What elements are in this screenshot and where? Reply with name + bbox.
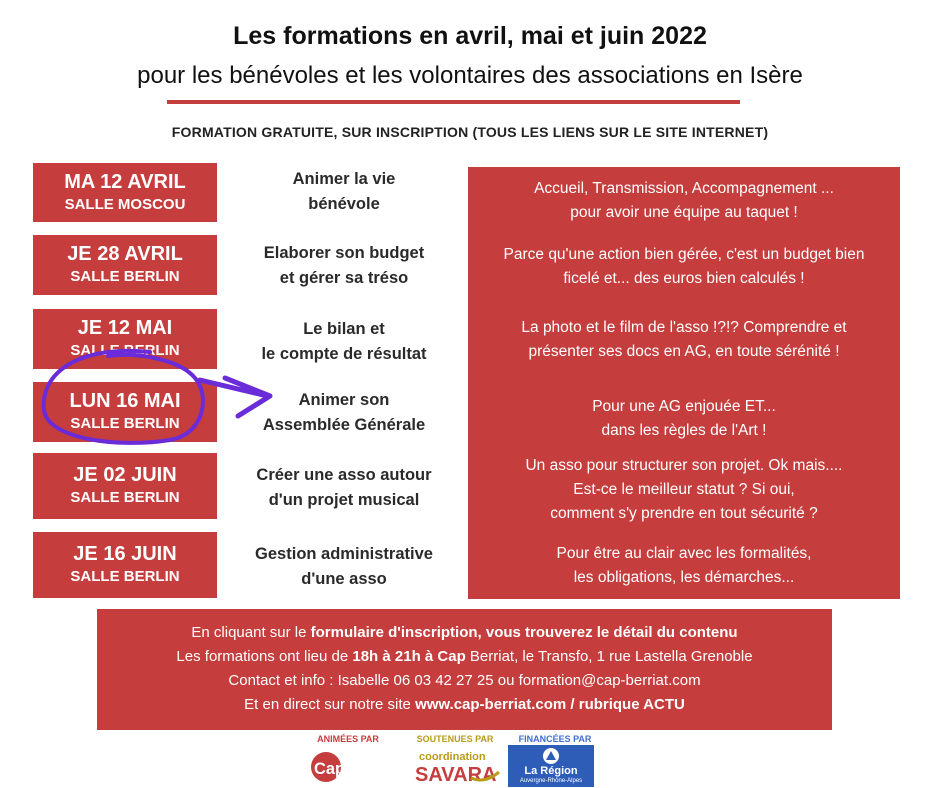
session-topic: Animer la vie bénévole (292, 170, 396, 213)
session-room: SALLE MOSCOU (64, 195, 186, 213)
session-description: Un asso pour structurer son projet. Ok mais.... Est-ce le meilleur statut ? Si oui, comment s'y prendre en tout sécurité ? (525, 457, 843, 522)
session-description: Pour être au clair avec les formalités, les obligations, les démarches... (556, 545, 812, 586)
title-divider (167, 100, 740, 104)
region-logo-main: La Région (524, 765, 578, 777)
svg-text:coordination: coordination (419, 751, 486, 763)
info-line-website: Et en direct sur notre site www.cap-berriat.com / rubrique ACTU (244, 696, 685, 713)
session-topic: Elaborer son budget et gérer sa tréso (263, 244, 425, 287)
session-date: JE 28 AVRIL (67, 243, 183, 265)
session-room: SALLE BERLIN (70, 342, 180, 359)
website-link[interactable]: www.cap-berriat.com / rubrique ACTU (415, 696, 685, 713)
info-line-registration: En cliquant sur le formulaire d'inscription, vous trouverez le détail du contenu (191, 624, 738, 641)
session-topic: Gestion administrative d'une asso (255, 545, 433, 588)
page-title: Les formations en avril, mai et juin 2022 (233, 22, 707, 50)
region-logo (508, 745, 594, 787)
session-date: JE 16 JUIN (73, 543, 177, 565)
session-date: JE 02 JUIN (73, 464, 177, 486)
session-room: SALLE BERLIN (70, 489, 180, 506)
session-date: LUN 16 MAI (69, 390, 181, 412)
registration-form-link[interactable]: formulaire d'inscription, vous trouverez le détail du contenu (310, 624, 738, 641)
description-panel (468, 167, 900, 599)
session-description: Pour une AG enjouée ET... dans les règles de l'Art ! (592, 398, 776, 439)
session-topic: Le bilan et le compte de résultat (261, 320, 427, 363)
session-description: Accueil, Transmission, Accompagnement ... pour avoir une équipe au taquet ! (534, 180, 834, 221)
cap-berriat-logo (310, 748, 402, 786)
session-date-box (33, 309, 217, 369)
page-subtitle: pour les bénévoles et les volontaires des associations en Isère (137, 62, 803, 89)
session-topic: Créer une asso autour d'un projet musical (256, 466, 432, 509)
savara-logo (413, 748, 503, 786)
label-animated-by: ANIMÉES PAR (317, 734, 379, 744)
region-logo-sub: Auvergne-Rhône-Alpes (519, 778, 583, 784)
label-supported-by: SOUTENUES PAR (416, 734, 494, 744)
info-line-contact: Contact et info : Isabelle 06 03 42 27 25 ou formation@cap-berriat.com (228, 672, 701, 689)
session-date-box (33, 235, 217, 295)
registration-notice: FORMATION GRATUITE, SUR INSCRIPTION (TOUS LES LIENS SUR LE SITE INTERNET) (171, 124, 769, 140)
info-box (97, 609, 832, 730)
svg-text:SAVARA: SAVARA (415, 764, 497, 786)
session-description: La photo et le film de l'asso !?!? Comprendre et présenter ses docs en AG, en toute sérénité ! (521, 319, 847, 360)
region-emblem-icon (543, 748, 559, 764)
svg-text:CapBerriat: CapBerriat (314, 759, 399, 778)
session-room: SALLE BERLIN (70, 568, 180, 585)
session-date: JE 12 MAI (77, 317, 173, 339)
session-date-box (33, 163, 217, 222)
session-room: SALLE BERLIN (70, 415, 180, 432)
session-topic: Animer son Assemblée Générale (262, 391, 426, 434)
info-line-schedule: Les formations ont lieu de 18h à 21h à Cap Berriat, le Transfo, 1 rue Lastella Grenoble (176, 648, 753, 665)
session-room: SALLE BERLIN (70, 268, 180, 285)
session-date-box (33, 453, 217, 519)
session-date-box (33, 532, 217, 598)
label-funded-by: FINANCÉES PAR (518, 734, 592, 744)
session-description: Parce qu'une action bien gérée, c'est un budget bien ficelé et... des euros bien calculés ! (503, 246, 865, 287)
session-date: MA 12 AVRIL (64, 170, 186, 193)
session-date-box (33, 382, 217, 442)
